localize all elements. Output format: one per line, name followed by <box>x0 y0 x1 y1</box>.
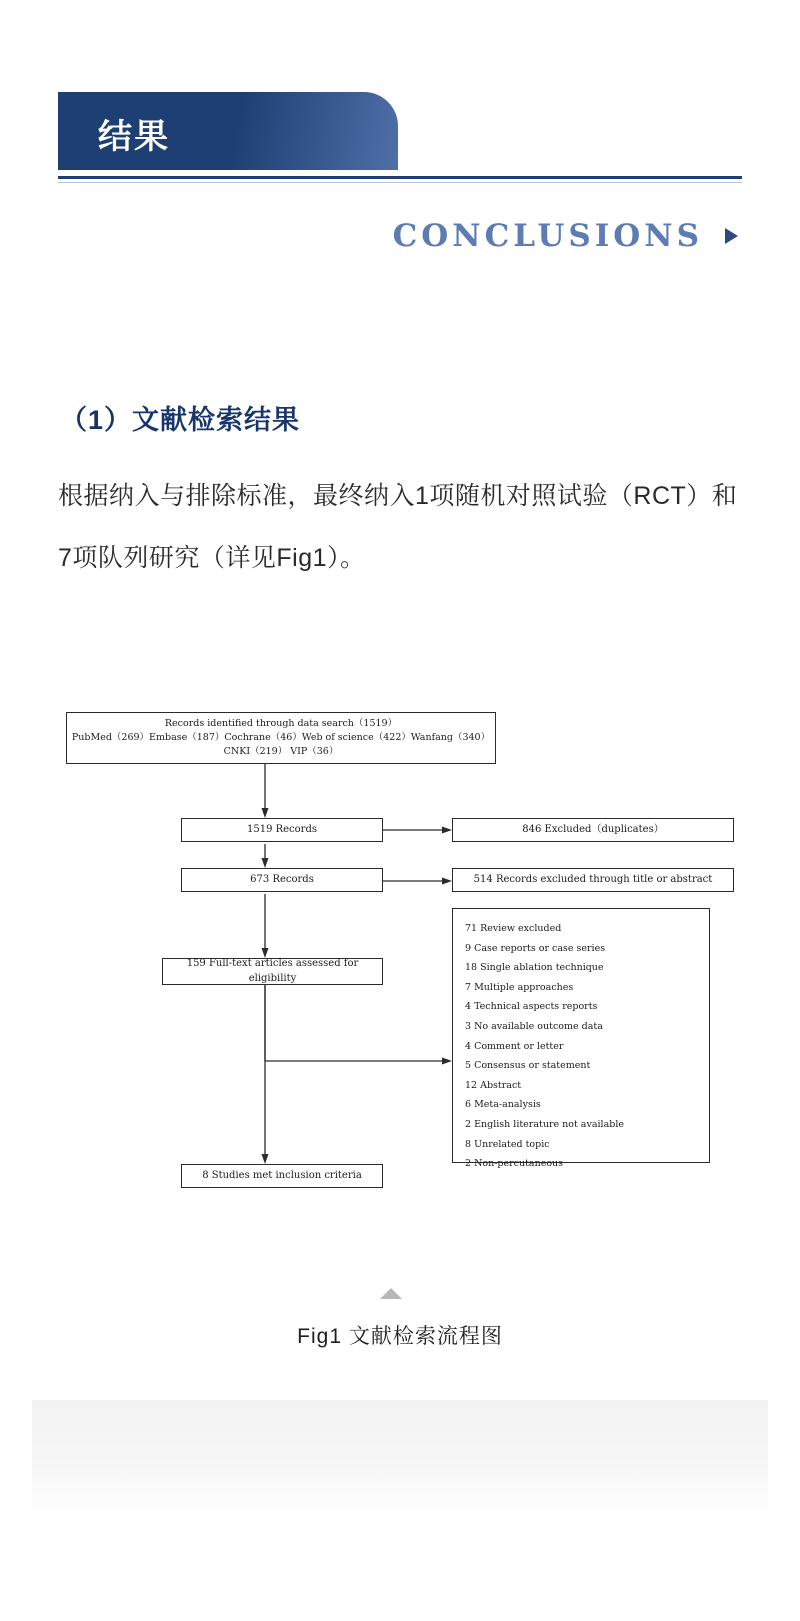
section-paragraph: 根据纳入与排除标准，最终纳入1项随机对照试验（RCT）和7项队列研究（详见Fig1）。 <box>58 482 738 572</box>
exclusion-reason-item: 12 Abstract <box>465 1079 522 1091</box>
header-banner <box>58 92 398 170</box>
exclusion-reason-item: 3 No available outcome data <box>465 1020 603 1032</box>
flow-node-excluded-title-abstract-label: 514 Records excluded through title or abstract <box>473 873 713 885</box>
flow-node-excluded-duplicates <box>452 818 734 842</box>
exclusion-reason-item: 5 Consensus or statement <box>465 1060 591 1072</box>
header-divider-thick <box>58 176 742 179</box>
exclusion-reason-item: 6 Meta-analysis <box>465 1099 541 1111</box>
footer-panel <box>32 1400 768 1510</box>
flow-node-records-673 <box>181 868 383 892</box>
flow-node-records-1519-label: 1519 Records <box>246 823 317 835</box>
flow-node-records-1519 <box>181 818 383 842</box>
exclusion-reason-item: 2 Non-percutaneous <box>465 1158 564 1170</box>
flow-node-exclusion-reasons <box>452 908 710 1170</box>
header-divider-thin <box>58 182 742 183</box>
flow-node-identification <box>66 712 496 764</box>
flow-node-excluded-duplicates-label: 846 Excluded（duplicates） <box>522 823 664 835</box>
exclusion-reason-item: 18 Single ablation technique <box>465 962 604 974</box>
exclusion-reason-item: 9 Case reports or case series <box>465 942 606 954</box>
flow-diagram-figure <box>62 700 738 1220</box>
page-header <box>58 92 742 188</box>
section-heading: （1）文献检索结果 <box>60 405 301 435</box>
exclusion-reason-item: 4 Comment or letter <box>465 1040 564 1052</box>
flow-node-studies-included <box>181 1164 383 1188</box>
flow-node-records-673-label: 673 Records <box>250 873 314 885</box>
triangle-right-icon <box>725 228 738 244</box>
exclusion-reason-item: 2 English literature not available <box>465 1118 624 1130</box>
flow-node-identification-line-2: PubMed（269）Embase（187）Cochrane（46）Web of science（422）Wanfang（340） <box>71 732 491 744</box>
header-subtitle: CONCLUSIONS <box>392 218 703 254</box>
exclusion-reason-item: 4 Technical aspects reports <box>465 1001 598 1013</box>
page-title: 结果 <box>98 117 170 157</box>
flow-node-fulltext-159 <box>162 958 383 985</box>
exclusion-reason-item: 8 Unrelated topic <box>465 1138 550 1150</box>
figure-caption: Fig1 文献检索流程图 <box>297 1325 503 1348</box>
flow-node-studies-included-label: 8 Studies met inclusion criteria <box>202 1169 362 1181</box>
flow-node-excluded-title-abstract <box>452 868 734 892</box>
flow-node-identification-line-1: Records identified through data search（1519） <box>164 718 398 730</box>
header-subtitle-row <box>58 208 742 264</box>
exclusion-reason-item: 71 Review excluded <box>465 923 562 934</box>
exclusion-reason-list <box>465 919 624 1174</box>
flow-node-fulltext-159-label: 159 Full-text articles assessed for eligibility <box>186 958 359 984</box>
flow-node-identification-line-3: CNKI（219） VIP（36） <box>223 745 339 757</box>
caret-up-icon <box>380 1288 402 1299</box>
exclusion-reason-item: 7 Multiple approaches <box>465 981 574 993</box>
